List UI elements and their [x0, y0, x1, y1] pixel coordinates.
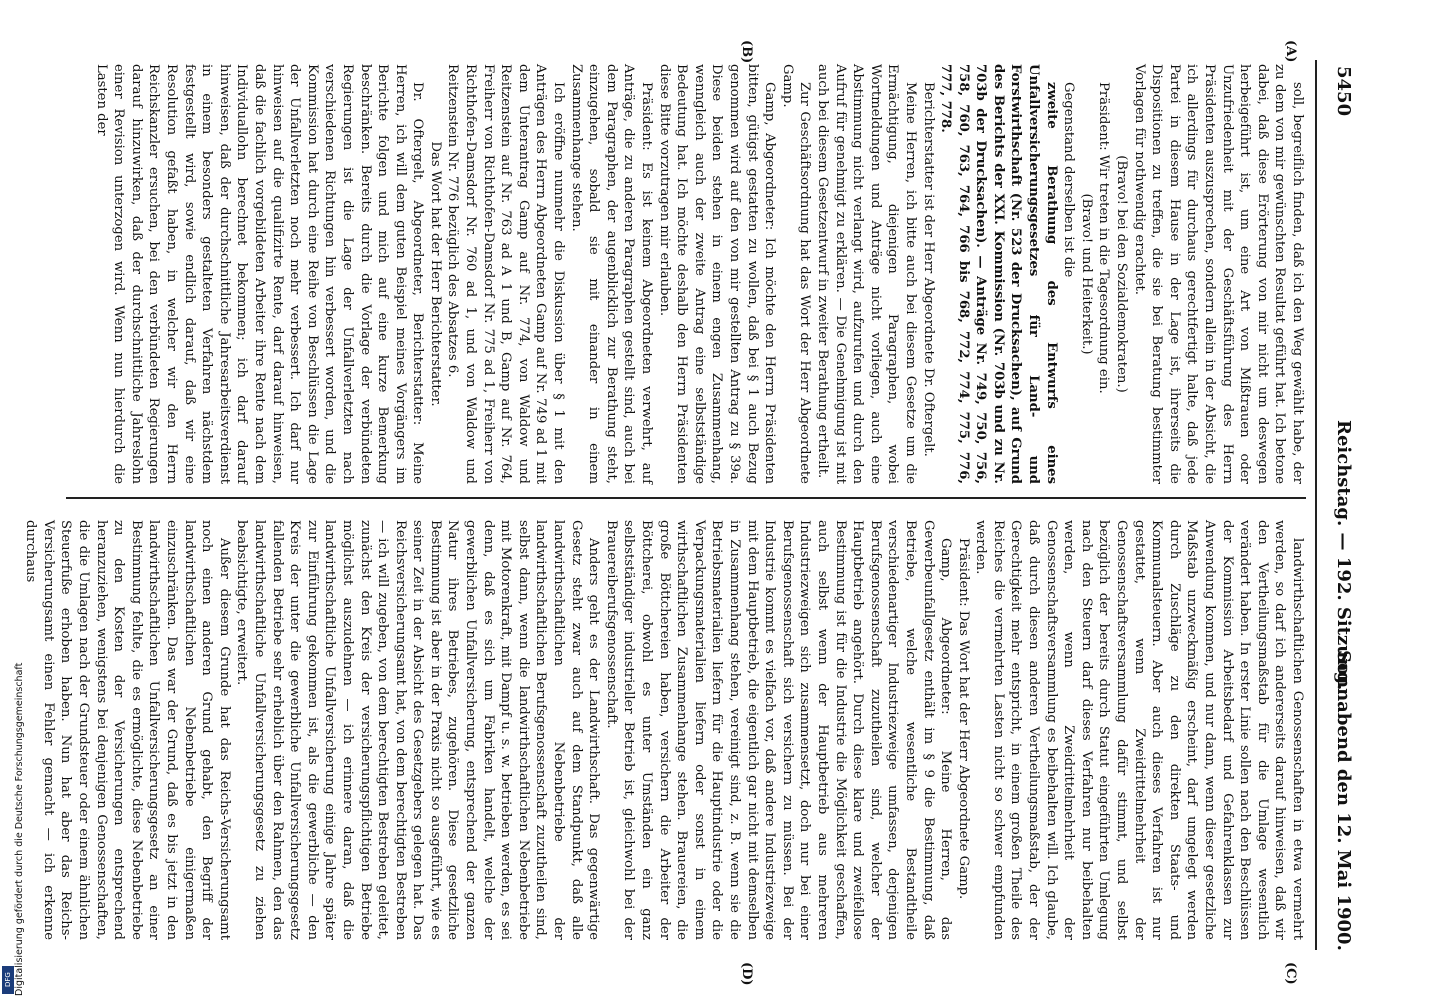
paragraph: zweite Berathung des Entwurfs eines Unfallversicherungsgesetzes für Land- und Forstwirthschaft (Nr. 523 der Drucksachen), auf Grund des Berichts der XXI. Kommission (Nr. 703b und zu Nr. 703b der Drucksachen). — Anträge Nr. 749, 750, 756, 758, 760, 763, 764, 766 bis 768, 772, 774, 775, 776, 777, 778.: [938, 64, 1059, 484]
paragraph: Anders geht es der Landwirthschaft. Das gegenwärtige Gesetz steht zwar auch auf dem Standpunkt, daß alle landwirthschaftlichen Nebenbetriebe der landwirthschaftlichen Berufsgenossenschaft zuzutheilen sind, selbst dann, wenn die landwirthschaftlichen Nebenbetriebe mit Motorenkraft, mit Dampf u. s. w. betrieben werden, es sei denn, daß es sich um Fabriken handelt, welche der gewerblichen Unfallversicherung, entsprechend der ganzen Natur ihres Betriebes, zugehören. Diese gesetzliche Bestimmung ist aber in der Praxis nicht so ausgeführt, wie es seiner Zeit in der Absicht des Gesetzgebers gelegen hat. Das Reichsversicherungsamt hat, von dem berechtigten Bestreben — ich will zugeben, von dem berechtigten Bestreben geleitet, zunächst den Kreis der versicherungspflichtigen Betriebe möglichst auszudehnen — ich erinnere daran, daß die landwirthschaftliche Unfallversicherung einige Jahre später zur Einführung gekommen ist, als die gewerbliche — den Kreis der unter die gewerbliche Unfallversicherungsgesetz fallenden Betriebe sehr erheblich über den Rahmen, den das landwirthschaftliche Unfallversicherungsgesetz zu ziehen beabsichtigte, erweitert.: [234, 520, 602, 940]
paragraph: Ich eröffne nunmehr die Diskussion über § 1 mit den Anträgen des Herrn Abgeordneten Gamp auf Nr. 749 ad 1 mit dem Unterantrag Gamp auf Nr. 774, von Waldow und Reitzenstein auf Nr. 763 ad A 1 und B, Gamp auf Nr. 764, Freiherr von Richthofen-Damsdorf Nr. 775 ad 1, Freiherr von Richthofen-Damsdorf Nr. 760 ad 1, und von Waldow und Reitzenstein Nr. 776 bezüglich des Absatzes 6.: [445, 64, 567, 484]
paragraph: Dr. Oftergelt, Abgeordneter, Berichterstatter: Meine Herren, ich will dem guten Beispiel meines Vorgängers im Berichte folgen und mich auf eine kurze Bemerkung beschränken. Bereits durch die Vorlage der verbündeten Regierungen ist die Lage der Unfallverletzten nach verschiedenen Richtungen hin verbessert worden, und die Kommission hat durch eine Reihe von Beschlüssen die Lage der Unfallverletzten noch mehr verbessert. Ich darf nur hinweisen auf die qualifizirte Rente, darf darauf hinweisen, daß die fachlich vorgebildeten Arbeiter ihre Rente nach dem Individuallohn berechnet bekommen; ich darf darauf hinweisen, daß der durchschnittliche Jahresarbeitsverdienst in einem besonders gestalteten Verfahren nächstdem festgestellt wird, sowie endlich darauf, daß wir eine Resolution gefaßt haben, in welcher wir den Herrn Reichskanzler ersuchen, bei den verbündeten Regierungen darauf hinzuwirken, daß der durchschnittliche Jahreslohn einer Revision unterzogen wird. Wenn nun hierdurch die Lasten der: [93, 64, 426, 484]
page-date: Sonnabend den 12. Mai 1900.: [1333, 650, 1354, 951]
paragraph: Berichterstatter ist der Herr Abgeordnete Dr. Oftergelt.: [920, 82, 936, 457]
margin-marker-c: (C): [1283, 962, 1298, 985]
paragraph: Gamp, Abgeordneter: Ich möchte den Herrn Präsidenten bitten, gütigst gestatten zu wollen, daß bei § 1 auch Bezug genommen wird auf den von mir gestellten Antrag zu § 39a. Diese beiden stehen in einem engen Zusammenhang, wenngleich auch der zweite Antrag eine selbstständige Bedeutung hat. Ich möchte deshalb den Herrn Präsidenten diese Bitte vorzutragen mir erlauben.: [656, 64, 778, 484]
left-column: [66, 64, 1306, 484]
paragraph: Zur Geschäftsordnung hat das Wort der Herr Abgeordnete Gamp.: [779, 64, 813, 484]
paragraph: landwirthschaftlichen Genossenschaften in etwa vermehrt werden, so darf ich andererseits darauf hinweisen, daß wir den Vertheilungsmaßstab für die Umlage wesentlich verändert haben. In erster Linie sollen nach den Beschlüssen der Kommission Arbeitsbedarf und Gefahrenklassen zur Anwendung kommen, und nur dann, wenn dieser gesetzliche Maßstab unzweckmäßig erscheint, darf umgelegt werden durch Zuschläge zu den direkten Staats- und Kommunalsteuern. Aber auch dieses Verfahren ist nur gestattet, wenn Zweidrittelmehrheit der Genossenschaftsversammlung dafür stimmt, und selbst bezüglich der bereits durch Statut eingeführten Umlegung nach den Steuern darf dieses Verfahren nur beibehalten werden, wenn Zweidrittelmehrheit der Genossenschaftsversammlung es beibehalten will. Ich glaube, daß durch diesen anderen Vertheilungsmaßstab, der der Gerechtigkeit mehr entspricht, in einem großen Theile des Reiches die vermehrten Lasten nicht so schwer empfunden werden.: [973, 520, 1305, 940]
paragraph: Präsident: Es ist keinem Abgeordneten verwehrt, auf Anträge, die zu anderen Paragraphen gestellt sind, auch bei dem Paragraphen, der augenblicklich zur Berathung steht, einzugehen, sobald sie mit einander in einem Zusammenhange stehen.: [568, 64, 655, 484]
header-rule: [1315, 60, 1317, 950]
paragraph: Gamp, Abgeordneter: Meine Herren, das Gewerbeunfallgesetz enthält im § 9 die Bestimmung, daß Betriebe, welche wesentliche Bestandtheile verschiedenartiger Industriezweige umfassen, derjenigen Berufsgenossenschaft zuzutheilen sind, welcher der Hauptbetrieb angehört. Durch diese klare und zweifellose Bestimmung ist für die Industrie die Möglichkeit geschaffen, auch selbst wenn der Hauptbetrieb aus mehreren Industriezweigen sich zusammensetzt, doch nur bei einer Berufsgenossenschaft sich versichern zu müssen. Bei der Industrie kommt es vielfach vor, daß andere Industriezweige mit dem Hauptbetrieb, die eigentlich gar nicht mit demselben in Zusammenhang stehen, vereinigt sind, z. B. wenn sie die Betriebsmaterialien liefern für die Hauptindustrie oder die Verpackungsmaterialien liefern oder sonst in einem wirthschaftlichen Zusammenhange stehen. Brauereien, die große Böttchereien haben, versichern die Arbeiter der Böttcherei, obwohl es unter Umständen ein ganz selbstständiger industrieller Betrieb ist, gleichwohl bei der Brauereiberufsgenossenschaft.: [603, 520, 954, 940]
margin-marker-a: (A): [1283, 40, 1298, 63]
paragraph: Meine Herren, ich bitte auch bei diesem Gesetze um die Ermächtigung, diejenigen Paragraphen, wobei Wortmeldungen und Anträge nicht vorliegen, auch eine Abstimmung nicht verlangt wird, aufzurufen und durch den Aufruf für genehmigt zu erklären. — Die Genehmigung ist mit auch bei diesem Gesetzentwurf in zweiter Berathung ertheilt.: [814, 64, 918, 484]
paragraph: soll, begreiflich finden, daß ich den Weg gewählt habe, der zu dem von mir gewünschten Resultat geführt hat. Ich betone dabei, daß diese Erörterung von mir nicht um deswegen herbeigeführt ist, um eine Art von Mißtrauen oder Unzufriedenheit mit der Geschäftsführung des Herrn Präsidenten auszusprechen, sondern allein in der Absicht, die ich allerdings für durchaus gerechtfertigt halte, daß jede Partei in diesem Hause in der Lage ist, ihrerseits die Dispositionen zu treffen, die sie bei Beratung bestimmter Vorlagen für nothwendig erachtet.: [1131, 64, 1305, 484]
page-header: [1314, 0, 1354, 1000]
dfg-logo: DFG: [2, 966, 14, 994]
margin-marker-b: (B): [739, 40, 754, 64]
paragraph: Außer diesem Grunde hat das Reichs-Versicherungsamt noch einen anderen Grund gehabt, den Begriff der landwirthschaftlichen Nebenbetriebe einigermaßen einzuschränken. Das war der Grund, daß es bis jetzt in den landwirthschaftlichen Unfallversicherungsgesetz an einer Bestimmung fehlte, die es ermöglichte, diese Nebenbetriebe zu den Kosten der Versicherungen entsprechend heranzuziehen, wenigstens bei denjenigen Genossenschaften, die die Umlagen nach der Grundsteuer oder einem ähnlichen Steuerfuße erhoben haben. Nun hat aber das Reichs-Versicherungsamt einen Fehler gemacht — ich erkenne durchaus: [23, 520, 232, 940]
paragraph: Präsident: Das Wort hat der Herr Abgeordnete Gamp.: [955, 538, 971, 900]
right-column: [23, 520, 1306, 940]
page-title: Reichstag. — 192. Sitzung.: [1333, 420, 1354, 691]
margin-marker-d: (D): [739, 962, 754, 986]
paragraph: Präsident: Wir treten in die Tagesordnung ein.: [1096, 82, 1112, 394]
credit-strip: [0, 0, 25, 1000]
paragraph: (Bravo! und Heiterkeit.): [1078, 193, 1094, 355]
paragraph: (Bravo! bei den Sozialdemokraten.): [1114, 155, 1130, 393]
paragraph: Das Wort hat der Herr Berichterstatter.: [427, 141, 443, 407]
digitization-credit: Digitalisierung gefördert durch die Deutsche Forschungsgemeinschaft: [14, 662, 25, 996]
column-divider: [66, 497, 1306, 499]
page-number: 5450: [1333, 66, 1354, 117]
paragraph: Gegenstand derselben ist die: [1061, 82, 1077, 278]
